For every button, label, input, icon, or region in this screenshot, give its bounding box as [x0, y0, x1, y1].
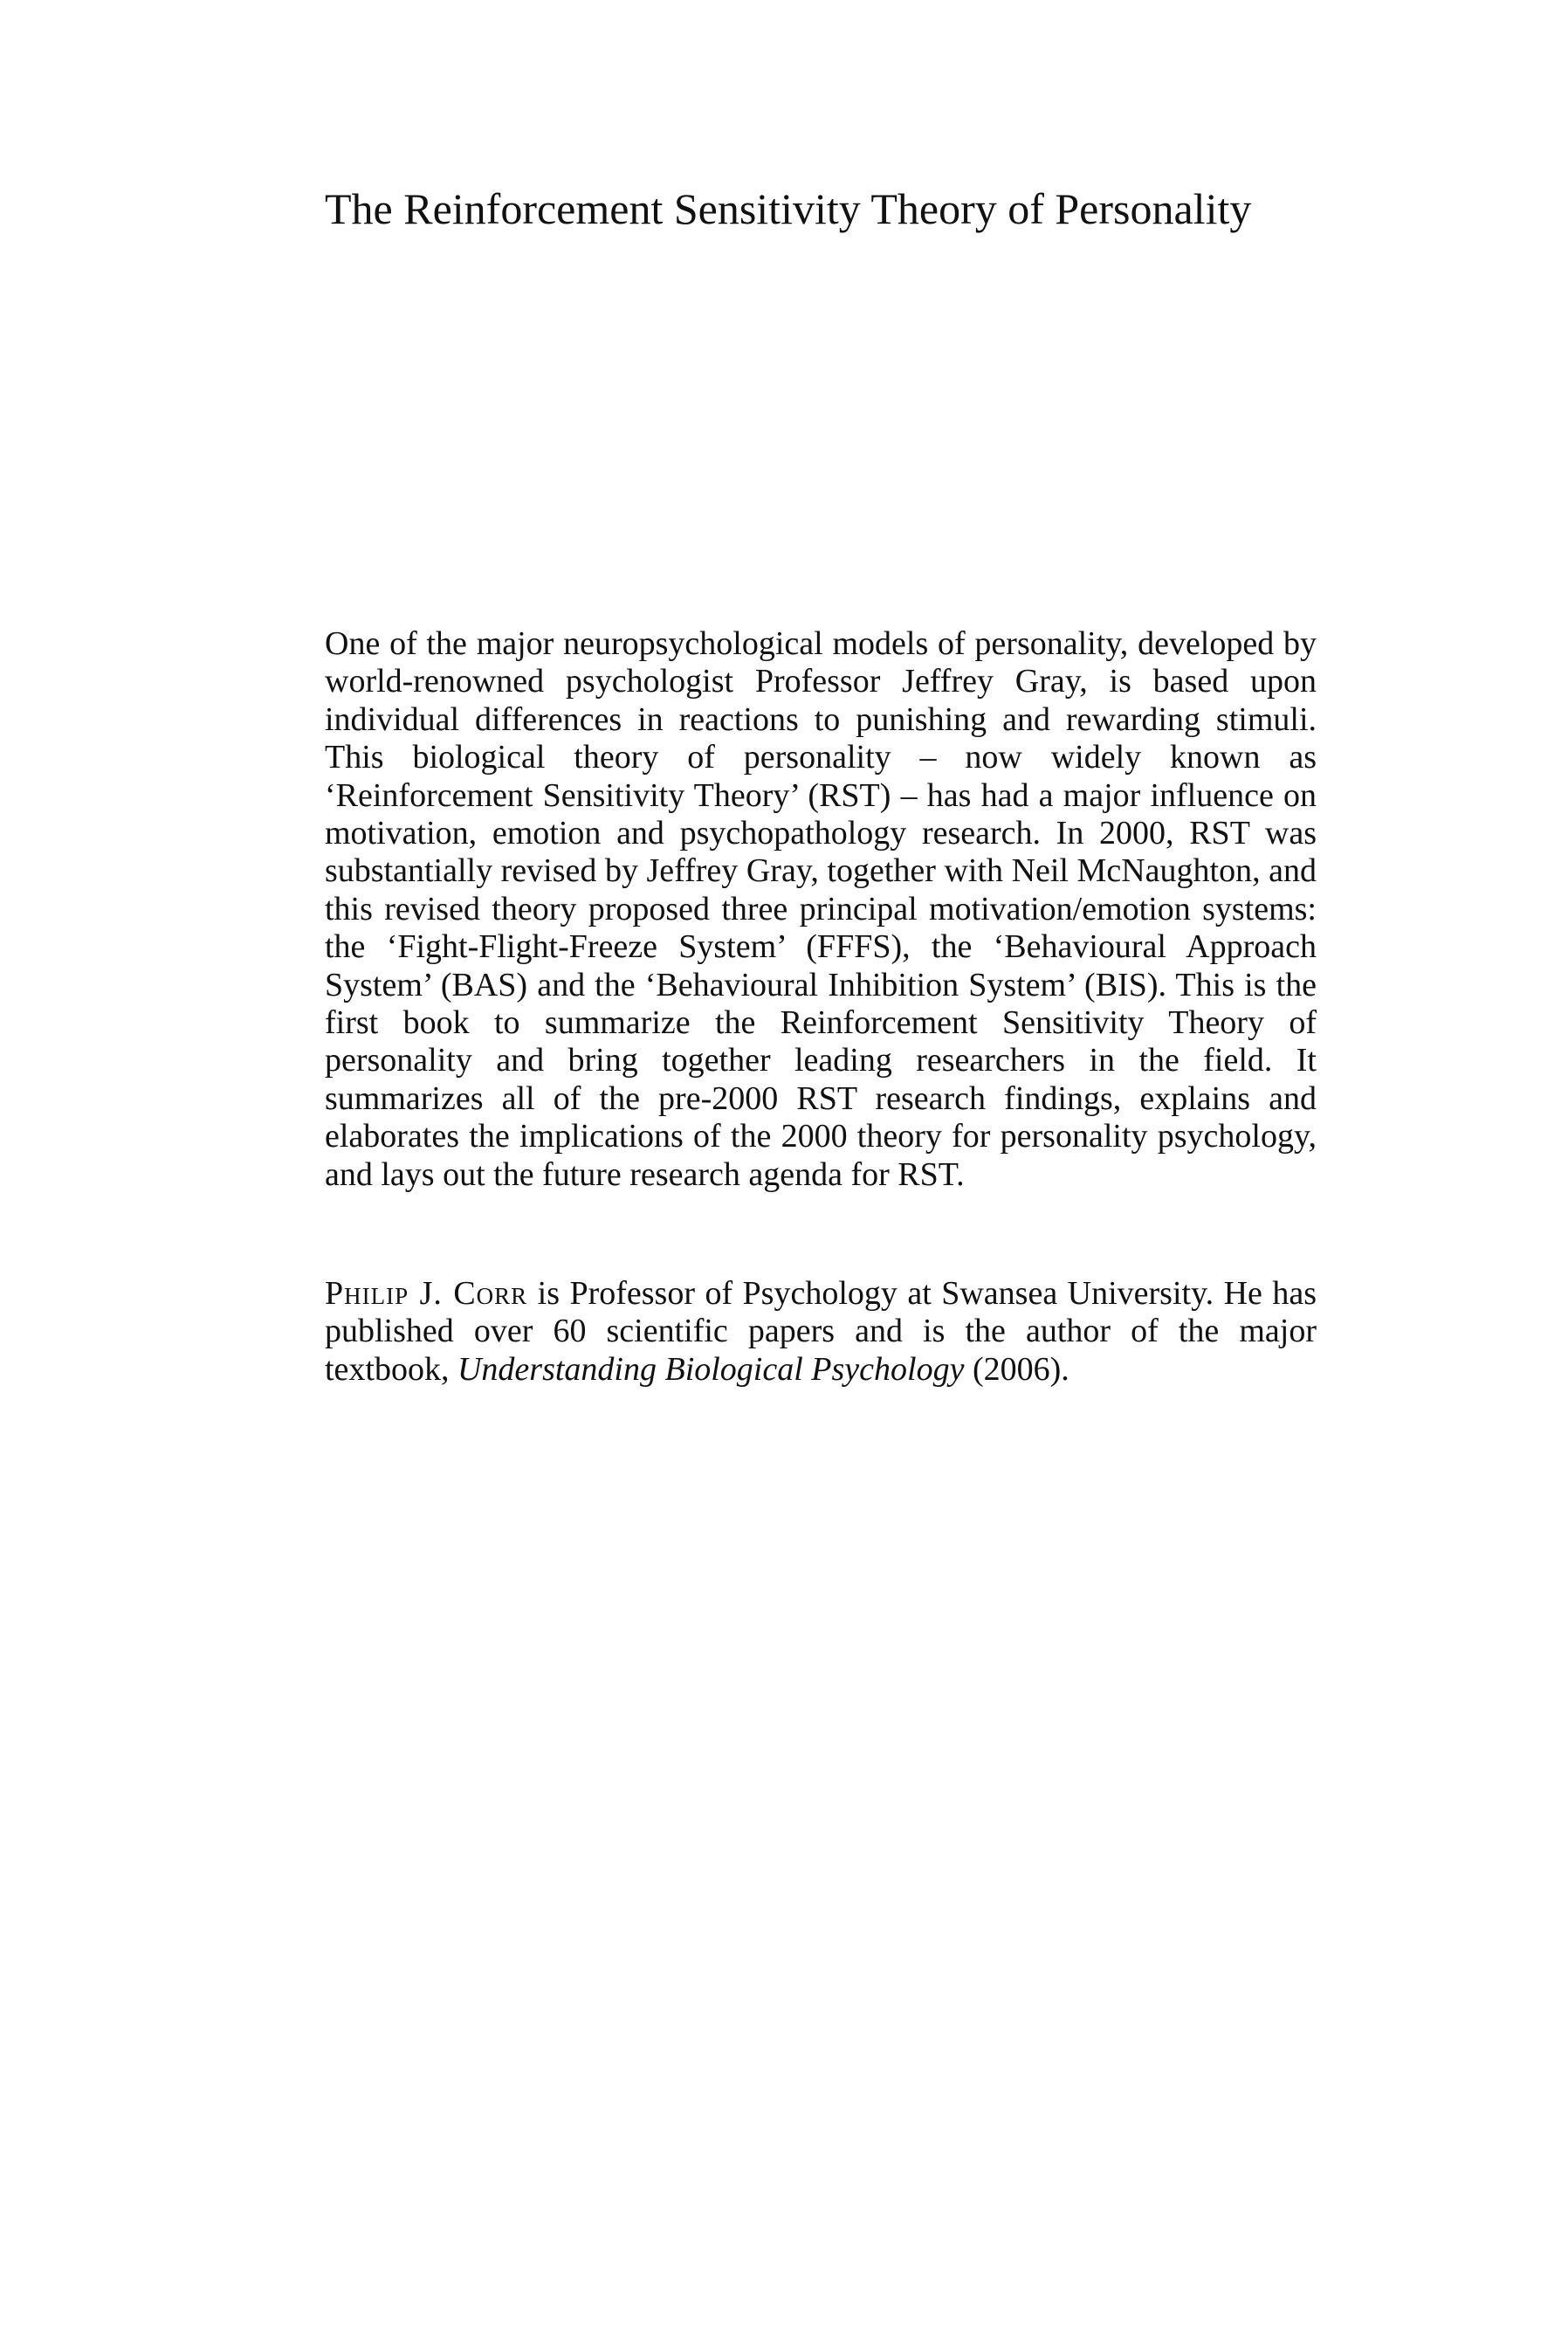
page-title: The Reinforcement Sensitivity Theory of Personality — [325, 184, 1252, 233]
textbook-title: Understanding Biological Psychology — [457, 1350, 965, 1388]
author-name: Philip J. Corr — [325, 1275, 528, 1312]
book-description: One of the major neuropsychological models of personality, developed by world-renowned psychologist Professor Jeffrey Gray, is based upon individual differences in reactions to punishing and rewarding stimuli. This biological theory of personality – now widely known as ‘Reinforcement Sensitivity Theory’ (RST) – has had a major influence on motivation, emotion and psychopathology research. In 2000, RST was substantially revised by Jeffrey Gray, together with Neil McNaughton, and this revised theory proposed three principal motivation/emotion systems: the ‘Fight-Flight-Freeze System’ (FFFS), the ‘Behavioural Approach System’ (BAS) and the ‘Behavioural Inhibition System’ (BIS). This is the first book to summarize the Reinforcement Sensitivity Theory of personality and bring together leading researchers in the field. It summarizes all of the pre-2000 RST research findings, explains and elaborates the implications of the 2000 theory for personality psychology, and lays out the future research agenda for RST. — [325, 625, 1317, 1193]
author-bio-text: is Professor of Psychology at Swansea University. He has published over 60 scientific papers and is the author of the major textbook, — [325, 1275, 1317, 1388]
author-bio — [325, 1275, 1317, 1389]
author-bio-end: (2006). — [964, 1350, 1069, 1388]
